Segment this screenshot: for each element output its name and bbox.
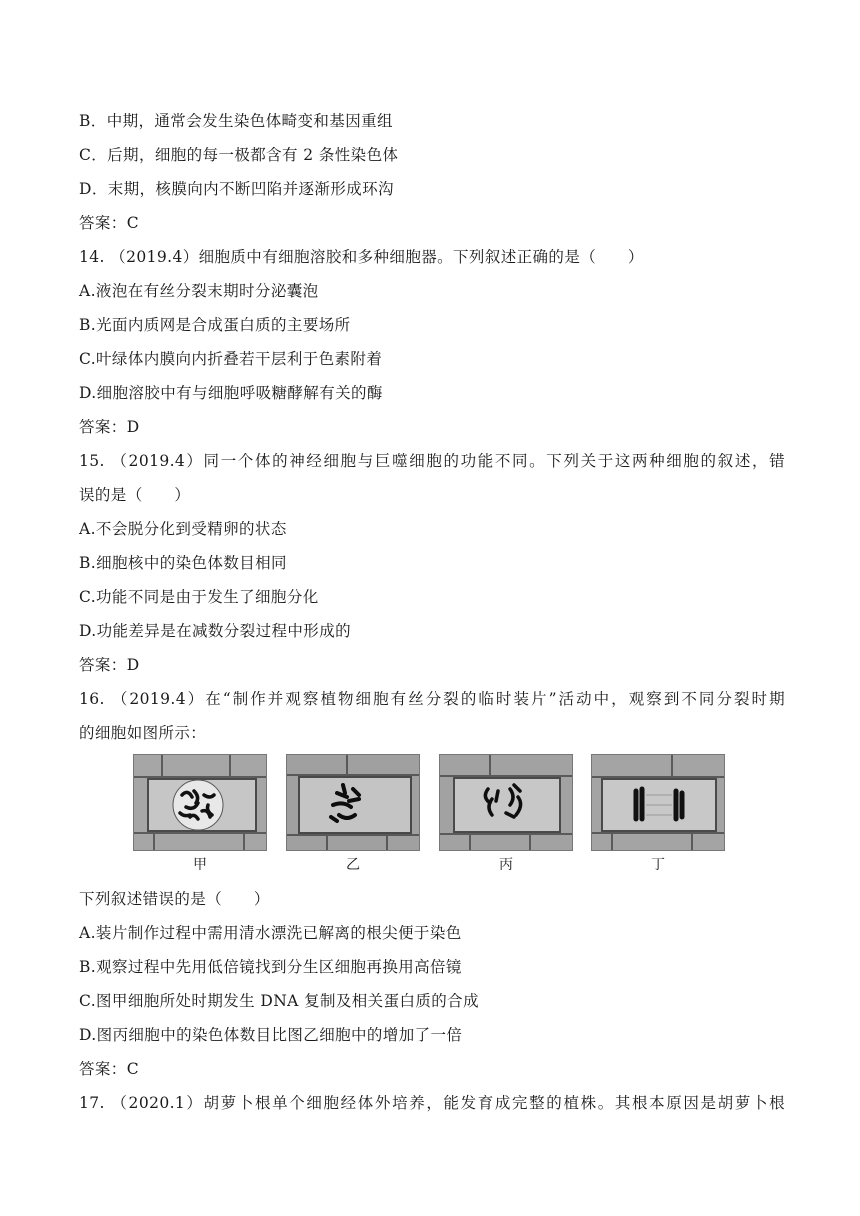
option-d-q16: D.图丙细胞中的染色体数目比图乙细胞中的增加了一倍 <box>79 1026 463 1044</box>
question-16-stem-line2: 的细胞如图所示： <box>79 724 207 742</box>
option-c-q13: C．后期，细胞的每一极都含有 2 条性染色体 <box>79 146 399 164</box>
answer-q14: 答案：D <box>79 418 140 436</box>
option-c-q14: C.叶绿体内膜向内折叠若干层利于色素附着 <box>79 350 383 368</box>
question-15-stem-line1: 15. （2019.4）同一个体的神经细胞与巨噬细胞的功能不同。下列关于这两种细胞的叙述，错 <box>79 452 785 470</box>
question-15-stem-line2: 误的是（ ） <box>79 486 191 504</box>
question-14-stem: 14. （2019.4）细胞质中有细胞溶胶和多种细胞器。下列叙述正确的是（ ） <box>79 248 644 266</box>
micrograph-jia <box>133 754 267 851</box>
caption-ding: 丁 <box>651 857 665 873</box>
mitosis-figure <box>133 754 733 878</box>
figure-panel-yi <box>286 754 420 878</box>
figure-panel-jia <box>133 754 267 878</box>
answer-q16: 答案：C <box>79 1060 139 1078</box>
figure-panel-bing <box>439 754 573 878</box>
question-16-stem-line1: 16. （2019.4）在“制作并观察植物细胞有丝分裂的临时装片”活动中，观察到不同分裂时期 <box>79 690 785 708</box>
option-d-q14: D.细胞溶胶中有与细胞呼吸糖酵解有关的酶 <box>79 384 383 402</box>
figure-panel-ding <box>591 754 725 878</box>
caption-jia: 甲 <box>193 857 207 873</box>
option-d-q15: D.功能差异是在减数分裂过程中形成的 <box>79 622 352 640</box>
question-16-prompt: 下列叙述错误的是（ ） <box>79 890 270 908</box>
option-d-q13: D．末期，核膜向内不断凹陷并逐渐形成环沟 <box>79 180 394 198</box>
option-a-q16: A.装片制作过程中需用清水漂洗已解离的根尖便于染色 <box>79 924 462 942</box>
option-b-q16: B.观察过程中先用低倍镜找到分生区细胞再换用高倍镜 <box>79 958 462 976</box>
micrograph-yi <box>286 754 420 851</box>
option-c-q16: C.图甲细胞所处时期发生 DNA 复制及相关蛋白质的合成 <box>79 992 479 1010</box>
option-a-q14: A.液泡在有丝分裂末期时分泌囊泡 <box>79 282 319 300</box>
micrograph-bing <box>439 754 573 851</box>
option-a-q15: A.不会脱分化到受精卵的状态 <box>79 520 287 538</box>
micrograph-ding <box>591 754 725 851</box>
option-b-q15: B.细胞核中的染色体数目相同 <box>79 554 287 572</box>
answer-q15: 答案：D <box>79 656 140 674</box>
caption-bing: 丙 <box>499 857 513 873</box>
question-17-stem-line1: 17. （2020.1）胡萝卜根单个细胞经体外培养，能发育成完整的植株。其根本原因是胡萝卜根 <box>79 1094 785 1112</box>
option-b-q13: B．中期，通常会发生染色体畸变和基因重组 <box>79 112 393 130</box>
option-b-q14: B.光面内质网是合成蛋白质的主要场所 <box>79 316 351 334</box>
caption-yi: 乙 <box>346 857 360 873</box>
answer-q13: 答案：C <box>79 214 139 232</box>
option-c-q15: C.功能不同是由于发生了细胞分化 <box>79 588 319 606</box>
